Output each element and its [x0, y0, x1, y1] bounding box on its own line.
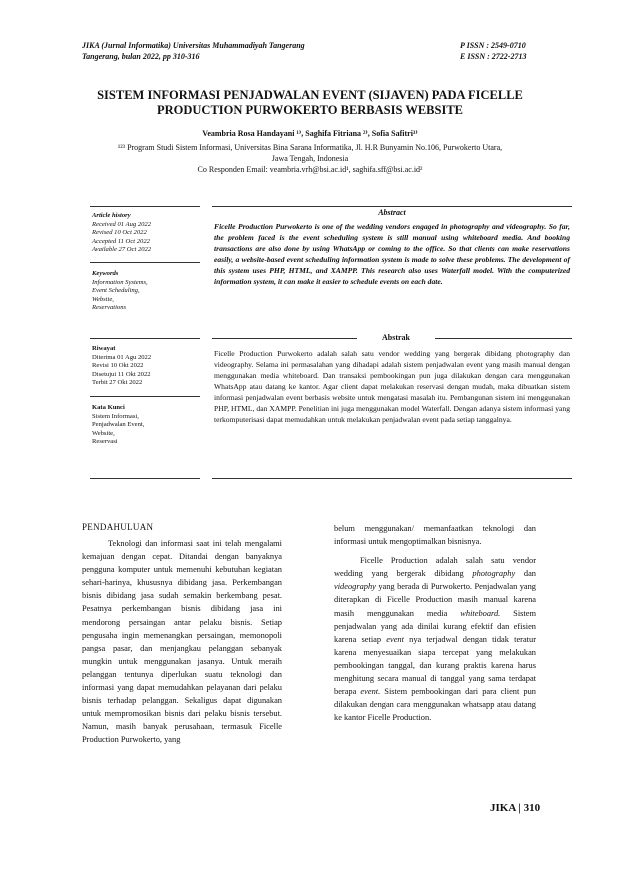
text-run-italic: photography — [472, 569, 516, 579]
rule-left-top — [90, 206, 200, 207]
article-history — [92, 212, 202, 255]
text-run: nya terjadwal dengan tidak teratur karena menyesuaikan siapa tercepat yang melakukan pembookingan tanggal, dan kurang praktis karena harus menghitung secara manual di tanggal yang sama terdapat berapa — [334, 634, 536, 697]
text-run-italic: videography — [334, 582, 376, 592]
intro-paragraph-2: belum menggunakan/ memanfaatkan teknologi dan informasi untuk mengoptimalkan bisnisnya. — [334, 524, 536, 547]
disetujui-date: Disetujui 11 Okt 2022 — [92, 370, 151, 378]
riwayat — [92, 345, 202, 388]
paper-title-line1: SISTEM INFORMASI PENJADWALAN EVENT (SIJAVEN) PADA FICELLE — [97, 88, 523, 102]
rule-riwayat — [90, 396, 200, 397]
abstrak-text: Ficelle Production Purwokerto adalah salah satu vendor wedding yang bergerak dibidang photography dan videography. Selama ini permasalahan yang dihadapi adalah sistem penjadwalan event yang masih manual dengan menggunakan media whiteboard. Dan transaksi pembookingan pun juga dilakukan dengan cara menggunakan WhatsApp atau datang ke kantor. Agar client dapat melakukan reservasi dengan mudah, maka dibuatkan sistem informasi penjadwalan event berbasis website untuk mengatasi masalah itu. Pembangunan sistem ini menggunakan PHP, HTML, dan XAMPP. Penelitian ini juga menggunakan model Waterfall. Dengan adanya sistem informasi yang terkomputerisasi dapat memudahkan untuk melakukan penjadwalan event pada setiap tanggalnya. — [214, 349, 570, 424]
journal-issue: Tangerang, bulan 2022, pp 310-316 — [82, 52, 200, 61]
eissn: E ISSN : 2722-2713 — [460, 52, 527, 61]
diterima-date: Diterima 01 Agu 2022 — [92, 353, 152, 361]
rule-left-bottom — [90, 478, 200, 479]
text-run-italic: whiteboard. — [460, 608, 501, 618]
kata-kunci — [92, 404, 202, 447]
kata-kunci-item: Sistem Informasi, — [92, 412, 139, 420]
keyword-item: Event Scheduling, — [92, 287, 140, 294]
correspondence-email: Co Responden Email: veambria.vrh@bsi.ac.id¹, saghifa.sff@bsi.ac.id² — [197, 165, 423, 174]
terbit-date: Terbit 27 Okt 2022 — [92, 379, 143, 386]
rule-left-mid — [90, 338, 200, 339]
text-run: Sistem penjadwalan yang ada dinilai kurang efektif dan efisien karena setiap — [334, 608, 536, 644]
kata-kunci-item: Website, — [92, 429, 115, 437]
text-run: Ficelle Production adalah salah satu vendor wedding yang bergerak dibidang — [334, 556, 536, 579]
text-run-italic: event — [386, 634, 404, 644]
body-column-right — [334, 522, 536, 724]
revised-date: Revised 10 Oct 2022 — [92, 229, 147, 236]
section-heading-pendahuluan: PENDAHULUAN — [82, 522, 154, 532]
abstract-heading: Abstract — [378, 208, 406, 217]
keyword-item: Information Systems, — [92, 278, 148, 286]
article-history-heading: Article history — [92, 212, 131, 219]
keyword-item: Website, — [92, 295, 114, 303]
text-run-italic: event. — [360, 687, 381, 697]
keywords — [92, 270, 202, 313]
abstract-text: Ficelle Production Purwokerto is one of the wedding vendors engaged in photography and videography. So far, the problem faced is the event scheduling system is still manual using whiteboard media. And booking transactions are also done by using WhatsApp or coming to the office. So that clients can make reservations easily, a website-based event scheduling information system is made to solve these problems. The development of this system uses PHP, HTML, and XAMPP. This research also uses Waterfall model. With the computerized information system, it can make it easier to schedule events on each date. — [214, 222, 570, 286]
pissn: P ISSN : 2549-0710 — [460, 41, 526, 50]
kata-kunci-item: Penjadwalan Event, — [92, 421, 145, 428]
kata-kunci-item: Reservasi — [92, 438, 118, 445]
affiliation-line1: ¹²³ Program Studi Sistem Informasi, Universitas Bina Sarana Informatika, Jl. H.R Bunyamin No.106, Purwokerto Utara, — [117, 143, 503, 152]
received-date: Received 01 Aug 2022 — [92, 220, 152, 228]
kata-kunci-heading: Kata Kunci — [92, 404, 125, 411]
paper-title — [70, 88, 550, 118]
journal-name: JIKA (Jurnal Informatika) Universitas Muhammadiyah Tangerang — [82, 41, 305, 50]
abstrak-heading: Abstrak — [357, 333, 435, 342]
available-date: Available 27 Oct 2022 — [92, 246, 152, 253]
accepted-date: Accepted 11 Oct 2022 — [92, 237, 150, 245]
keywords-heading: Keywords — [92, 270, 119, 277]
rule-history — [90, 262, 200, 263]
text-run: yang berada di Purwokerto. Penjadwalan yang diterapkan di Ficelle Production masih manual karena masih menggunakan media — [334, 582, 536, 618]
paper-title-line2: PRODUCTION PURWOKERTO BERBASIS WEBSITE — [156, 103, 464, 117]
intro-paragraph-1: Teknologi dan informasi saat ini telah mengalami kemajuan dengan cepat. Ditandai dengan banyaknya pengguna komputer untuk memenuhi kebutuhan kegiatan sehari-harinya, khususnya dibidang jasa. Perkembangan bisnis dibidang jasa sudah semakin berkembang pesat. Pesatnya perkembangan bisnis dibidang jasa ini mendorong persaingan antar pelaku bisnis. Setiap pengusaha ingin memenangkan persaingan, memonopoli pangsa pasar, dan menjangkau pelanggan sebanyak mungkin untuk menggunakan jasanya. Untuk meraih pelanggan tentunya diperlukan suatu teknologi dan informasi yang dapat memudahkan pelayanan dari pelaku bisnis terhadap pelanggan. Sekaligus dapat digunakan untuk mempromosikan bisnis dari pelaku bisnis tersebut. Namun, masih banyak perusahaan, termasuk Ficelle Production Purwokerto, yang — [82, 539, 282, 745]
rule-right-bottom — [212, 478, 572, 479]
riwayat-heading: Riwayat — [92, 345, 116, 352]
page-number: JIKA | 310 — [490, 802, 541, 814]
body-column-left — [82, 537, 282, 747]
author-names: Veambria Rosa Handayani ¹⁾, Saghifa Fitriana ²⁾, Sofia Safitri³⁾ — [202, 129, 418, 138]
text-run: dan — [515, 569, 536, 579]
intro-paragraph-3 — [334, 554, 536, 724]
keyword-item: Reservations — [92, 304, 127, 311]
revisi-date: Revisi 10 Okt 2022 — [92, 362, 144, 369]
affiliation-line2: Jawa Tengah, Indonesia — [271, 154, 349, 163]
author-block — [70, 128, 550, 175]
rule-right-top — [212, 206, 572, 207]
text-run: Sistem pembookingan dari para client pun dilakukan dengan cara menggunakan whatsapp atau datang ke kantor Ficelle Production. — [334, 687, 536, 723]
